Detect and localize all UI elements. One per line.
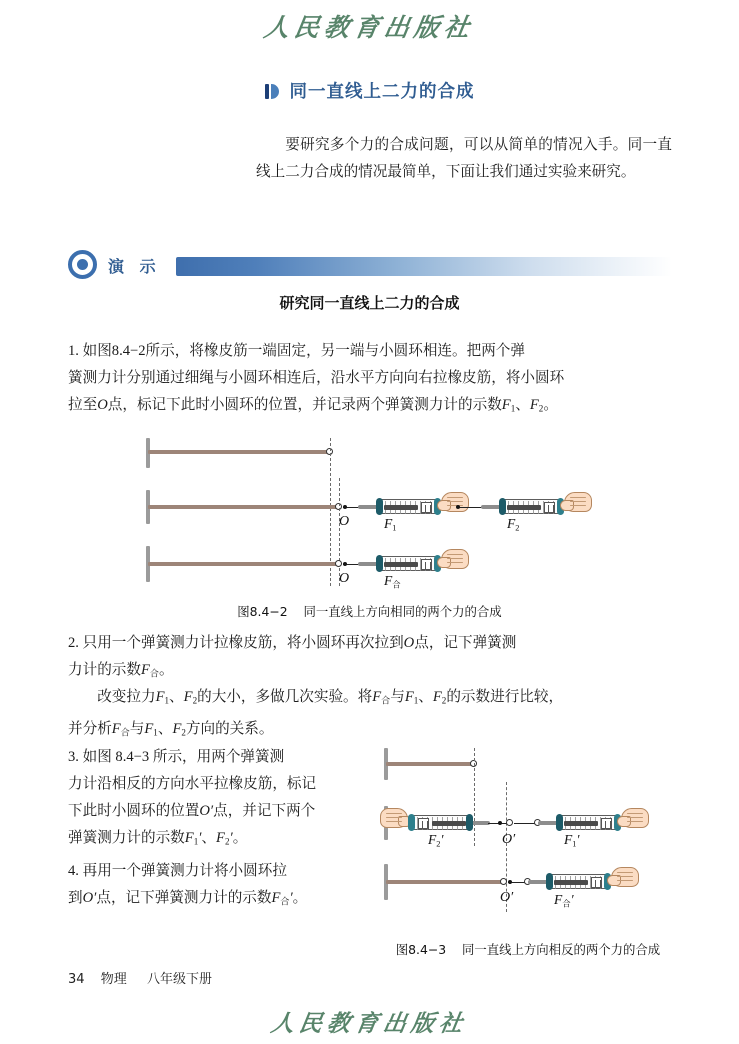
page-footer xyxy=(68,968,212,987)
force-F-resultant-prime: F xyxy=(271,890,281,906)
figure-8-4-2-caption xyxy=(0,602,739,620)
hand-finger xyxy=(570,497,586,498)
scale-window xyxy=(421,502,432,513)
step-1-end: 。 xyxy=(543,397,558,413)
rubber-band xyxy=(386,762,474,766)
scale-cap-left xyxy=(408,814,415,831)
half-disc-icon xyxy=(265,84,283,99)
hand-finger xyxy=(617,880,633,881)
scale-spring xyxy=(564,821,598,826)
hand-finger xyxy=(627,817,643,818)
hand-finger xyxy=(447,558,463,559)
scale-cap-left xyxy=(546,873,553,890)
hand-finger xyxy=(447,554,463,555)
scale-spring xyxy=(554,880,588,885)
point-O-prime: O′ xyxy=(199,803,214,819)
dashed-line-origin xyxy=(474,748,475,846)
hand-finger xyxy=(447,562,463,563)
step-3-line-1: 3. 如图 8.4−3 所示，用两个弹簧测 xyxy=(68,749,285,765)
caption-number: 图8.4−2 xyxy=(237,604,288,619)
point-O-prime: O′ xyxy=(82,890,97,906)
step-1-line-3b: 点，标记下此时小圆环的位置，并记录两个弹簧测力计的示数 xyxy=(107,397,502,413)
step-1-line-2: 簧测力计分别通过细绳与小圆环相连后，沿水平方向向右拉橡皮筋，将小圆环 xyxy=(68,370,565,386)
figure-8-4-3 xyxy=(378,748,678,918)
scale-body xyxy=(549,874,607,889)
caption-text: 同一直线上方向相反的两个力的合成 xyxy=(461,942,661,957)
label-F1: $F_1$ xyxy=(384,516,397,533)
footer-volume: 八年级下册 xyxy=(146,972,212,987)
scale-window xyxy=(418,818,429,829)
hand-finger xyxy=(447,501,463,502)
cord-knot xyxy=(498,821,502,825)
step-4: 4. 再用一个弹簧测力计将小圆环拉 到O′点，记下弹簧测力计的示数F合′。 xyxy=(68,863,308,908)
hand-finger xyxy=(386,821,402,822)
scale-body xyxy=(559,815,617,830)
scale-cap-right xyxy=(466,814,473,831)
demo-gradient-bar xyxy=(176,257,672,276)
step-3: 3. 如图 8.4−3 所示，用两个弹簧测 力计沿相反的方向水平拉橡皮筋，标记 下此时小圆环的位置O′点，并记下两个 弹簧测力计的示数$F_1'$、$F_2'$。 xyxy=(68,749,317,847)
hand-finger xyxy=(617,872,633,873)
demo-banner xyxy=(68,248,672,282)
point-O: O xyxy=(97,397,108,413)
scale-body xyxy=(411,815,469,830)
force-F2-prime: F xyxy=(216,830,225,846)
hand-icon xyxy=(560,490,594,515)
point-O: O xyxy=(403,635,415,651)
cord-knot xyxy=(456,505,460,509)
scale-window xyxy=(591,877,602,888)
label-F2-prime: $F_2'$ xyxy=(428,832,444,849)
demo-subtitle: 研究同一直线上二力的合成 xyxy=(279,294,460,312)
label-O: O xyxy=(339,571,350,586)
figure-8-4-2 xyxy=(140,438,560,608)
force-F2-sub: 2 xyxy=(538,403,544,414)
figure-8-4-3-caption xyxy=(378,940,678,958)
force-F1-prime: F xyxy=(184,830,194,846)
step-1-sep: 、 xyxy=(515,397,530,413)
scale-body xyxy=(502,499,560,514)
rubber-band xyxy=(148,505,338,509)
scale-window xyxy=(544,502,555,513)
step-4-line-2a: 到 xyxy=(68,890,83,906)
hand-finger xyxy=(386,817,402,818)
hand-finger xyxy=(627,813,643,814)
step-2-line-2b: 。 xyxy=(158,662,174,678)
scale-spring xyxy=(384,562,418,567)
scale-cap-left xyxy=(499,498,506,515)
step-2-line-1a: 2. 只用一个弹簧测力计拉橡皮筋，将小圆环再次拉到 xyxy=(68,635,404,651)
publisher-logo-top: 人民教育出版社 xyxy=(261,13,477,42)
scale-window xyxy=(421,559,432,570)
force-F1-sub: 1 xyxy=(510,403,516,414)
label-F-resultant-prime: F合′ xyxy=(554,892,574,909)
rubber-band xyxy=(386,880,504,884)
rubber-band xyxy=(148,562,338,566)
spring-scale-F1-prime xyxy=(538,815,622,830)
hand-finger xyxy=(447,497,463,498)
label-O-prime: O′ xyxy=(502,832,516,847)
intro-paragraph: 要研究多个力的合成问题，可以从简单的情况入手。同一直线上二力合成的情况最简单，下面让我们通过实验来研究。 xyxy=(256,137,672,180)
dashed-line-O xyxy=(339,478,340,586)
page-number: 34 xyxy=(68,972,85,987)
scale-body xyxy=(379,556,437,571)
caption-number: 图8.4−3 xyxy=(395,942,447,957)
scale-cap-left xyxy=(556,814,563,831)
hand-finger xyxy=(627,821,643,822)
caption-text: 同一直线上方向相同的两个力的合成 xyxy=(303,604,502,619)
hand-finger xyxy=(386,813,402,814)
step-3-line-3b: 点，并记下两个 xyxy=(213,803,316,819)
step-2: 2. 只用一个弹簧测力计拉橡皮筋，将小圆环再次拉到O点，记下弹簧测 力计的示数F合。 xyxy=(68,635,517,680)
page-title-text: 同一直线上二力的合成 xyxy=(289,82,475,102)
force-F1: F xyxy=(501,397,511,413)
scale-body xyxy=(379,499,437,514)
small-ring xyxy=(335,560,342,567)
demo-label: 演 示 xyxy=(108,257,161,276)
step-4-line-2b: 点，记下弹簧测力计的示数 xyxy=(96,890,272,906)
small-ring xyxy=(500,878,507,885)
label-F-resultant: F合 xyxy=(384,573,401,590)
small-ring xyxy=(506,819,513,826)
spring-scale-resultant xyxy=(358,556,442,571)
hand-icon xyxy=(607,865,641,890)
hand-icon xyxy=(617,806,651,831)
spring-scale-F2 xyxy=(481,499,565,514)
hand-icon xyxy=(437,490,471,515)
step-2-analysis: 改变拉力$F_1$、$F_2$的大小，多做几次实验。将F合与$F_1$、$F_2$的示数进行比较， 并分析F合与$F_1$、$F_2$方向的关系。 xyxy=(68,689,564,739)
step-1-line-1: 1. 如图8.4−2所示，将橡皮筋一端固定，另一端与小圆环相连。把两个弹 xyxy=(68,343,525,359)
cord-knot xyxy=(508,880,512,884)
scale-spring xyxy=(432,821,466,826)
analysis-2: 并分析 xyxy=(68,720,112,737)
label-O-prime: O′ xyxy=(500,890,514,905)
hand-finger xyxy=(617,876,633,877)
step-2-line-2a: 力计的示数 xyxy=(68,662,141,678)
rubber-band xyxy=(148,450,330,454)
cord-knot xyxy=(343,562,347,566)
spring-scale-F2-prime xyxy=(406,815,490,830)
publisher-logo-bottom: 人民教育出版社 xyxy=(269,1010,470,1037)
page-title xyxy=(0,78,739,103)
cord-knot xyxy=(343,505,347,509)
force-F2: F xyxy=(529,397,539,413)
scale-spring xyxy=(384,505,418,510)
scale-cap-left xyxy=(376,498,383,515)
scale-cap-left xyxy=(376,555,383,572)
spring-scale-resultant-prime xyxy=(528,874,612,889)
hand-finger xyxy=(570,505,586,506)
step-1-line-3a: 拉至 xyxy=(68,397,98,413)
scale-window xyxy=(601,818,612,829)
label-F1-prime: $F_1'$ xyxy=(564,832,580,849)
step-3-line-2: 力计沿相反的方向水平拉橡皮筋，标记 xyxy=(68,776,317,792)
step-3-line-3a: 下此时小圆环的位置 xyxy=(68,803,200,819)
label-F2: $F_2$ xyxy=(507,516,520,533)
analysis-1: 改变拉力 xyxy=(97,689,156,705)
step-2-line-1b: 点，记下弹簧测 xyxy=(414,635,517,651)
scale-spring xyxy=(507,505,541,510)
hand-finger xyxy=(570,501,586,502)
spring-scale-F1 xyxy=(358,499,442,514)
footer-subject: 物理 xyxy=(100,972,127,987)
hand-icon xyxy=(437,547,471,572)
step-4-line-1: 4. 再用一个弹簧测力计将小圆环拉 xyxy=(68,863,287,879)
demo-circle-icon xyxy=(68,250,97,279)
force-F-resultant: F xyxy=(140,662,150,678)
label-O: O xyxy=(339,514,350,529)
step-3-line-4a: 弹簧测力计的示数 xyxy=(68,830,185,846)
step-1 xyxy=(68,338,672,423)
